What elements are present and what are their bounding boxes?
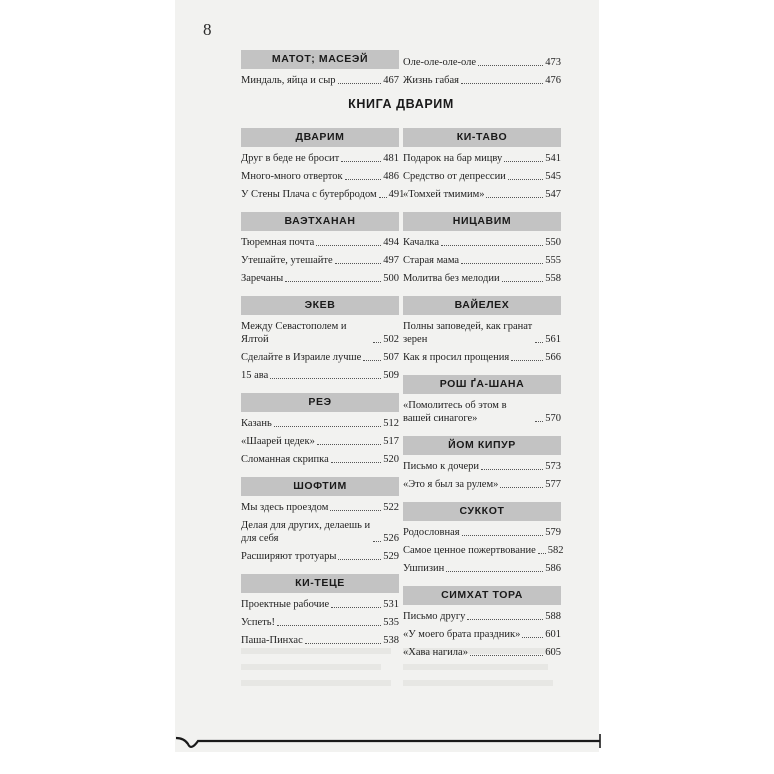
toc-entry-page: 529 bbox=[383, 551, 399, 562]
toc-entry-page: 491 bbox=[388, 189, 405, 200]
toc-entry-title: Друг в беде не бросит bbox=[241, 153, 340, 164]
toc-entry-title: Мы здесь проездом bbox=[241, 502, 329, 513]
toc-entry-page: 561 bbox=[545, 334, 561, 345]
toc-entry-page: 588 bbox=[545, 611, 561, 622]
page-number: 8 bbox=[203, 20, 212, 39]
toc-entry-title: Самое ценное пожертвование bbox=[403, 545, 536, 556]
toc-entry-title: Миндаль, яйца и сыр bbox=[241, 75, 336, 86]
toc-entry-page: 512 bbox=[383, 418, 399, 429]
toc-entry-title: Письмо к дочери bbox=[403, 461, 480, 472]
toc-entry-page: 541 bbox=[545, 153, 561, 164]
toc-entry-page: 486 bbox=[383, 171, 399, 182]
toc-entry-title: Письмо другу bbox=[403, 611, 466, 622]
toc-entry-page: 531 bbox=[383, 599, 399, 610]
toc-entry-title: Качалка bbox=[403, 237, 439, 248]
toc-entry-title: Между Севастополем и Ялтой bbox=[241, 321, 347, 345]
toc-entry-page: 555 bbox=[545, 255, 561, 266]
toc-entry-title: Сломанная скрипка bbox=[241, 454, 329, 465]
toc-entry-page: 550 bbox=[545, 237, 561, 248]
toc-entry-page: 507 bbox=[383, 352, 399, 363]
toc-entry-title: Родословная bbox=[403, 527, 460, 538]
toc-entry-page: 573 bbox=[545, 461, 561, 472]
toc-entry-page: 522 bbox=[383, 502, 399, 513]
toc-entry-title: Подарок на бар мицву bbox=[403, 153, 503, 164]
toc-entry-title: Проектные рабочие bbox=[241, 599, 330, 610]
section-heading: КИ-ТЕЦЕ bbox=[241, 574, 399, 593]
toc-entry-title: Заречаны bbox=[241, 273, 284, 284]
toc-entry-title: Как я просил прощения bbox=[403, 352, 510, 363]
section-heading: ЙОМ КИПУР bbox=[403, 436, 561, 455]
toc-entry-title: Много-много отверток bbox=[241, 171, 343, 182]
toc-entry-page: 582 bbox=[547, 545, 564, 556]
toc-entry-page: 509 bbox=[383, 370, 399, 381]
section-heading: КИ-ТАВО bbox=[403, 128, 561, 147]
toc-entry-title: Тюремная почта bbox=[241, 237, 315, 248]
toc-entry-title: Ушпизин bbox=[403, 563, 445, 574]
toc-entry-page: 494 bbox=[383, 237, 399, 248]
toc-entry-title: Утешайте, утешайте bbox=[241, 255, 333, 266]
toc-entry-page: 547 bbox=[545, 189, 561, 200]
toc-entry-title: Паша-Пинхас bbox=[241, 635, 303, 646]
toc-entry-page: 605 bbox=[545, 647, 561, 658]
toc-entry-page: 570 bbox=[545, 413, 561, 424]
section-heading: НИЦАВИМ bbox=[403, 212, 561, 231]
section-heading: ШОФТИМ bbox=[241, 477, 399, 496]
toc-entry-page: 481 bbox=[383, 153, 399, 164]
toc-entry-title: «Томхей тмимим» bbox=[403, 189, 485, 200]
toc-entry-title: Успеть! bbox=[241, 617, 275, 628]
toc-entry-title: Средство от депрессии bbox=[403, 171, 506, 182]
section-heading: МАТОТ; МАСЕЭЙ bbox=[241, 50, 399, 69]
section-heading: РЕЭ bbox=[241, 393, 399, 412]
toc-entry-page: 473 bbox=[545, 57, 561, 68]
section-heading: СУККОТ bbox=[403, 502, 561, 521]
toc-entry-page: 535 bbox=[383, 617, 399, 628]
toc-entry-page: 497 bbox=[383, 255, 399, 266]
toc-entry-page: 517 bbox=[383, 436, 399, 447]
toc-entry-title: Сделайте в Израиле лучше bbox=[241, 352, 362, 363]
section-heading: РОШ ҐА-ШАНА bbox=[403, 375, 561, 394]
toc-entry-title: Казань bbox=[241, 418, 272, 429]
toc-entry-title: «Хава нагила» bbox=[403, 647, 468, 658]
toc-entry-title: 15 ава bbox=[241, 370, 269, 381]
toc-entry-page: 476 bbox=[545, 75, 561, 86]
section-heading: ДВАРИМ bbox=[241, 128, 399, 147]
toc-entry-title: Молитва без мелодии bbox=[403, 273, 500, 284]
toc-entry-title: Расширяют тротуары bbox=[241, 551, 337, 562]
toc-entry-page: 566 bbox=[545, 352, 561, 363]
section-heading: ВАЙЕЛЕХ bbox=[403, 296, 561, 315]
toc-entry-page: 545 bbox=[545, 171, 561, 182]
toc-entry-page: 467 bbox=[383, 75, 399, 86]
toc-entry-title: Старая мама bbox=[403, 255, 460, 266]
toc-entry-title: Полны заповедей, как гранат зерен bbox=[403, 321, 533, 345]
toc-entry-title: Оле-оле-оле-оле bbox=[403, 57, 477, 68]
section-heading: ВАЭТХАНАН bbox=[241, 212, 399, 231]
toc-entry-page: 520 bbox=[383, 454, 399, 465]
toc-entry-title: «Это я был за рулем» bbox=[403, 479, 499, 490]
toc-entry-page: 538 bbox=[383, 635, 399, 646]
toc-entry-title: Жизнь габая bbox=[403, 75, 460, 86]
toc-entry-title: «Помолитесь об этом в вашей синагоге» bbox=[403, 400, 507, 424]
section-heading: ЭКЕВ bbox=[241, 296, 399, 315]
toc-entry-page: 502 bbox=[383, 334, 399, 345]
toc-entry-page: 586 bbox=[545, 563, 561, 574]
toc-entry-page: 526 bbox=[383, 533, 399, 544]
toc-entry-title: «У моего брата праздник» bbox=[403, 629, 521, 640]
toc-entry-title: «Шаарей цедек» bbox=[241, 436, 315, 447]
section-heading: СИМХАТ ТОРА bbox=[403, 586, 561, 605]
toc-entry-title: У Стены Плача с бутербродом bbox=[241, 189, 377, 200]
toc-entry-page: 500 bbox=[383, 273, 399, 284]
toc-entry-page: 579 bbox=[545, 527, 561, 538]
toc-entry-page: 558 bbox=[545, 273, 561, 284]
toc-entry-title: Делая для других, делаешь и для себя bbox=[241, 520, 371, 544]
toc-entry-page: 601 bbox=[545, 629, 561, 640]
book-heading: КНИГА ДВАРИМ bbox=[348, 97, 454, 111]
toc-entry-page: 577 bbox=[545, 479, 561, 490]
